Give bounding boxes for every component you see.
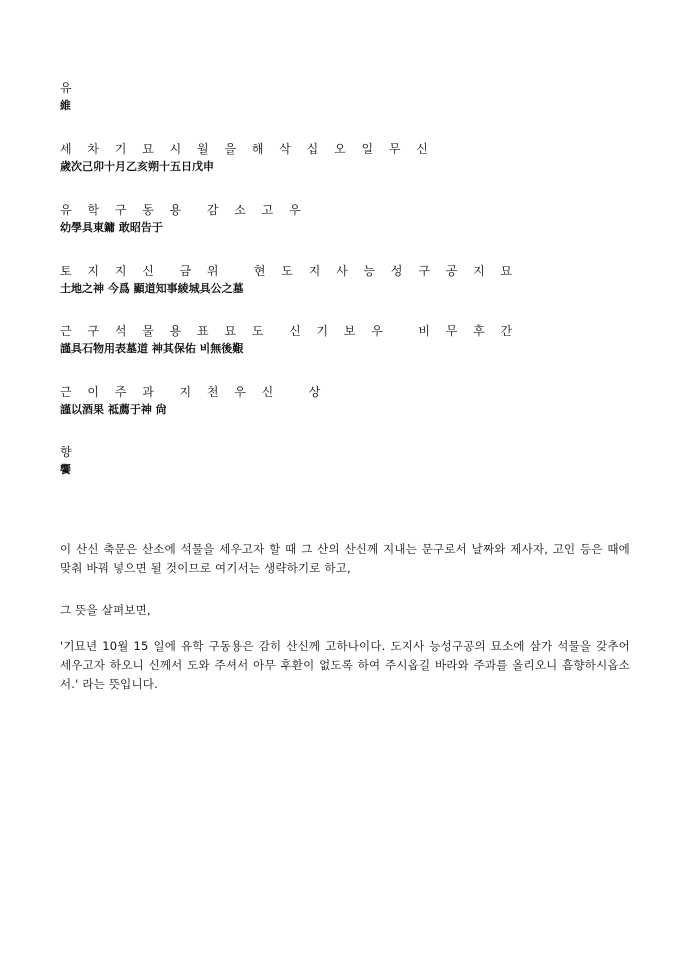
hanja-text: 歲次己卯十月乙亥朔十五日戊申 <box>60 160 214 173</box>
chuk-line-2 <box>60 141 620 174</box>
hanja-text: 謹具石物用表墓道 神其保佑 비無後艱 <box>60 342 244 355</box>
chuk-line-4 <box>60 263 620 296</box>
chuk-line-3 <box>60 202 620 235</box>
chuk-line-5 <box>60 323 620 356</box>
hanja-text: 維 <box>60 99 71 112</box>
korean-reading: 유 <box>60 81 78 95</box>
korean-reading: 근 이 주 과 지 천 우 신 상 <box>60 385 327 399</box>
hanja-text: 饗 <box>60 463 71 476</box>
hanja-text: 謹以酒果 祗薦于神 尙 <box>60 403 167 416</box>
korean-reading: 근 구 석 물 용 표 묘 도 신 기 보 우 비 무 후 간 <box>60 324 519 338</box>
korean-reading: 향 <box>60 445 78 459</box>
korean-reading: 유 학 구 동 용 감 소 고 우 <box>60 203 307 217</box>
chuk-line-1 <box>60 80 620 113</box>
korean-reading: 토 지 지 신 금 위 현 도 지 사 능 성 구 공 지 묘 <box>60 264 519 278</box>
chuk-line-7 <box>60 444 620 477</box>
explanation-paragraph-1: 이 산신 축문은 산소에 석물을 세우고자 할 때 그 산의 산신께 지내는 문구로서 날짜와 제사자, 고인 등은 때에 맞춰 바꿔 넣으면 될 것이므로 여기서는 생략하기로 하고, <box>60 542 630 575</box>
chuk-line-6 <box>60 384 620 417</box>
hanja-text: 幼學具東鏞 敢昭告于 <box>60 221 163 234</box>
explanation-paragraph-2: 그 뜻을 살펴보면, <box>60 603 151 617</box>
explanation-paragraph-3: '기묘년 10월 15 일에 유학 구동용은 감히 산신께 고하나이다. 도지사 능성구공의 묘소에 삼가 석물을 갖추어 세우고자 하오니 신께서 도와 주셔서 아무 후환이 없도록 하여 주시옵길 바라와 주과를 올리오니 흠향하시옵소서.' 라는 뜻입니다. <box>60 639 630 691</box>
korean-reading: 세 차 기 묘 시 월 을 해 삭 십 오 일 무 신 <box>60 142 434 156</box>
hanja-text: 土地之神 今爲 顯道知事綾城具公之墓 <box>60 282 244 295</box>
